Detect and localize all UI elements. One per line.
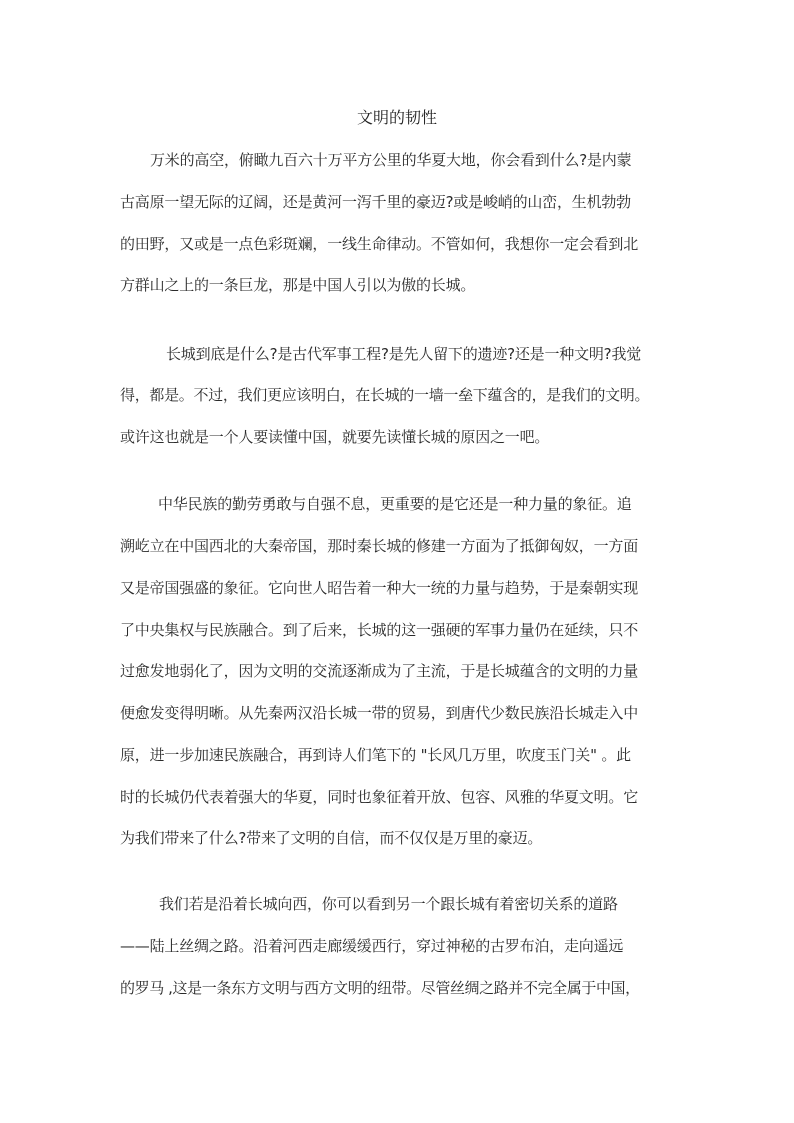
paragraph-3-line-5: 过愈发地弱化了，因为文明的交流逐渐成为了主流，于是长城蕴含的文明的力量 — [120, 662, 639, 680]
paragraph-2-line-1: 长城到底是什么?是古代军事工程?是先人留下的遗迹?还是一种文明?我觉 — [166, 345, 642, 363]
paragraph-1-line-2: 古高原一望无际的辽阔，还是黄河一泻千里的豪迈?或是峻峭的山峦，生机勃勃 — [120, 193, 631, 211]
paragraph-3-line-6: 便愈发变得明晰。从先秦两汉沿长城一带的贸易，到唐代少数民族沿长城走入中 — [120, 704, 639, 722]
paragraph-3-line-3: 又是帝国强盛的象征。它向世人昭告着一种大一统的力量与趋势，于是秦朝实现 — [120, 579, 639, 597]
paragraph-2-line-2: 得，都是。不过，我们更应该明白，在长城的一墙一垒下蕴含的，是我们的文明。 — [120, 386, 650, 404]
paragraph-4-line-2: ——陆上丝绸之路。沿着河西走廊缓缓西行，穿过神秘的古罗布泊，走向遥远 — [120, 937, 624, 955]
paragraph-4-line-1: 我们若是沿着长城向西，你可以看到另一个跟长城有着密切关系的道路 — [159, 895, 618, 913]
paragraph-3-line-9: 为我们带来了什么?带来了文明的自信，而不仅仅是万里的豪迈。 — [120, 829, 543, 847]
paragraph-3-line-7: 原，进一步加速民族融合，再到诗人们笔下的 "长风几万里，吹度玉门关" 。此 — [120, 746, 631, 764]
paragraph-1-line-4: 方群山之上的一条巨龙，那是中国人引以为傲的长城。 — [120, 276, 476, 294]
paragraph-1-line-3: 的田野，又或是一点色彩斑斓，一线生命律动。不管如何，我想你一定会看到北 — [120, 235, 639, 253]
paragraph-3-line-2: 溯屹立在中国西北的大秦帝国，那时秦长城的修建一方面为了抵御匈奴，一方面 — [120, 537, 639, 555]
paragraph-3-line-8: 时的长城仍代表着强大的华夏，同时也象征着开放、包容、风雅的华夏文明。它 — [120, 788, 639, 806]
paragraph-1-line-1: 万米的高空，俯瞰九百六十万平方公里的华夏大地，你会看到什么?是内蒙 — [150, 151, 632, 169]
paragraph-2-line-3: 或许这也就是一个人要读懂中国，就要先读懂长城的原因之一吧。 — [120, 428, 550, 446]
paragraph-3-line-1: 中华民族的勤劳勇敢与自强不息，更重要的是它还是一种力量的象征。追 — [158, 495, 632, 513]
document-title: 文明的韧性 — [356, 108, 437, 127]
paragraph-3-line-4: 了中央集权与民族融合。到了后来，长城的这一强硬的军事力量仍在延续，只不 — [120, 621, 639, 639]
paragraph-4-line-3: 的罗马 ,这是一条东方文明与西方文明的纽带。尽管丝绸之路并不完全属于中国， — [120, 979, 640, 997]
